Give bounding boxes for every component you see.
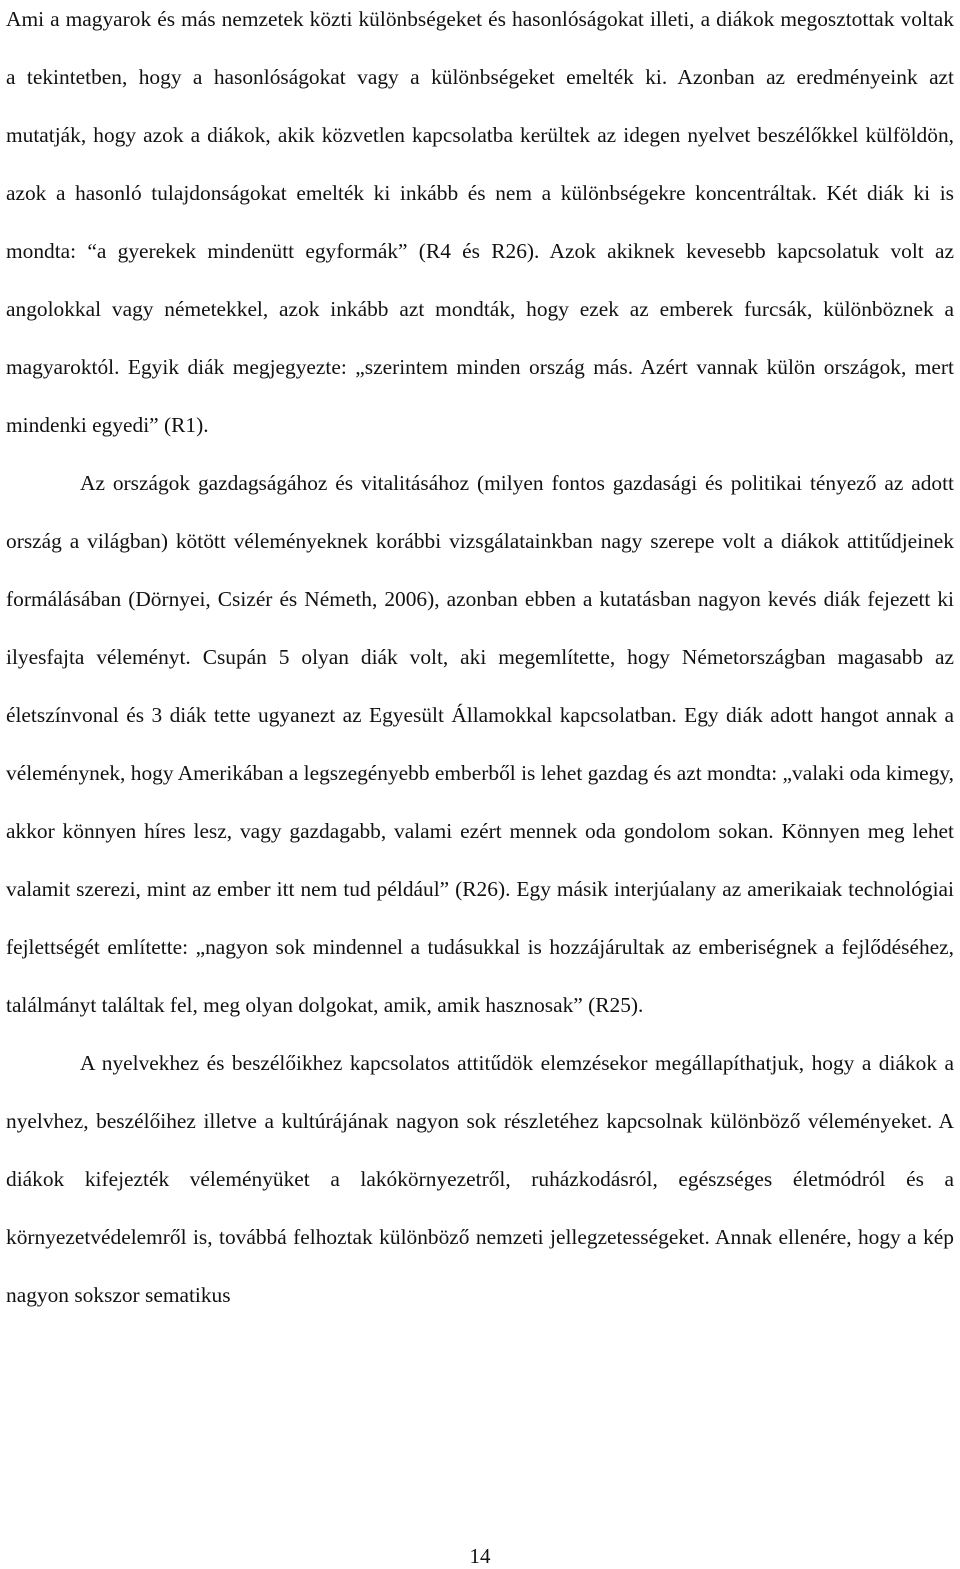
paragraph-2: Az országok gazdagságához és vitalitásához (milyen fontos gazdasági és politikai tényező az adott ország a világban) kötött véleményeknek korábbi vizsgálatainkban nagy szerepe volt a diákok attitűdjeinek formálásában (Dörnyei, Csizér és Németh, 2006), azonban ebben a kutatásban nagyon kevés diák fejezett ki ilyesfajta véleményt. Csupán 5 olyan diák volt, aki megemlítette, hogy Németországban magasabb az életszínvonal és 3 diák tette ugyanezt az Egyesült Államokkal kapcsolatban. Egy diák adott hangot annak a véleménynek, hogy Amerikában a legszegényebb emberből is lehet gazdag és azt mondta: „valaki oda kimegy, akkor könnyen híres lesz, vagy gazdagabb, valami ezért mennek oda gondolom sokan. Könnyen meg lehet valamit szerezi, mint az ember itt nem tud például” (R26). Egy másik interjúalany az amerikaiak technológiai fejlettségét említette: „nagyon sok mindennel a tudásukkal is hozzájárultak az emberiségnek a fejlődéséhez, találmányt találtak fel, meg olyan dolgokat, amik, amik hasznosak” (R25). (6, 471, 954, 1017)
paragraph-1: Ami a magyarok és más nemzetek közti különbségeket és hasonlóságokat illeti, a diákok megosztottak voltak a tekintetben, hogy a hasonlóságokat vagy a különbségeket emelték ki. Azonban az eredményeink azt mutatják, hogy azok a diákok, akik közvetlen kapcsolatba kerültek az idegen nyelvet beszélőkkel külföldön, azok a hasonló tulajdonságokat emelték ki inkább és nem a különbségekre koncentráltak. Két diák ki is mondta: “a gyerekek mindenütt egyformák” (R4 és R26). Azok akiknek kevesebb kapcsolatuk volt az angolokkal vagy németekkel, azok inkább azt mondták, hogy ezek az emberek furcsák, különböznek a magyaroktól. Egyik diák megjegyezte: „szerintem minden ország más. Azért vannak külön országok, mert mindenki egyedi” (R1). (6, 7, 954, 437)
page-number: 14 (469, 1544, 491, 1568)
paragraph-3: A nyelvekhez és beszélőikhez kapcsolatos attitűdök elemzésekor megállapíthatjuk, hogy a diákok a nyelvhez, beszélőihez illetve a kultúrájának nagyon sok részletéhez kapcsolnak különböző véleményeket. A diákok kifejezték véleményüket a lakókörnyezetről, ruházkodásról, egészséges életmódról és a környezetvédelemről is, továbbá felhoztak különböző nemzeti jellegzetességeket. Annak ellenére, hogy a kép nagyon sokszor sematikus (6, 1051, 954, 1307)
body-text (6, 0, 954, 1324)
